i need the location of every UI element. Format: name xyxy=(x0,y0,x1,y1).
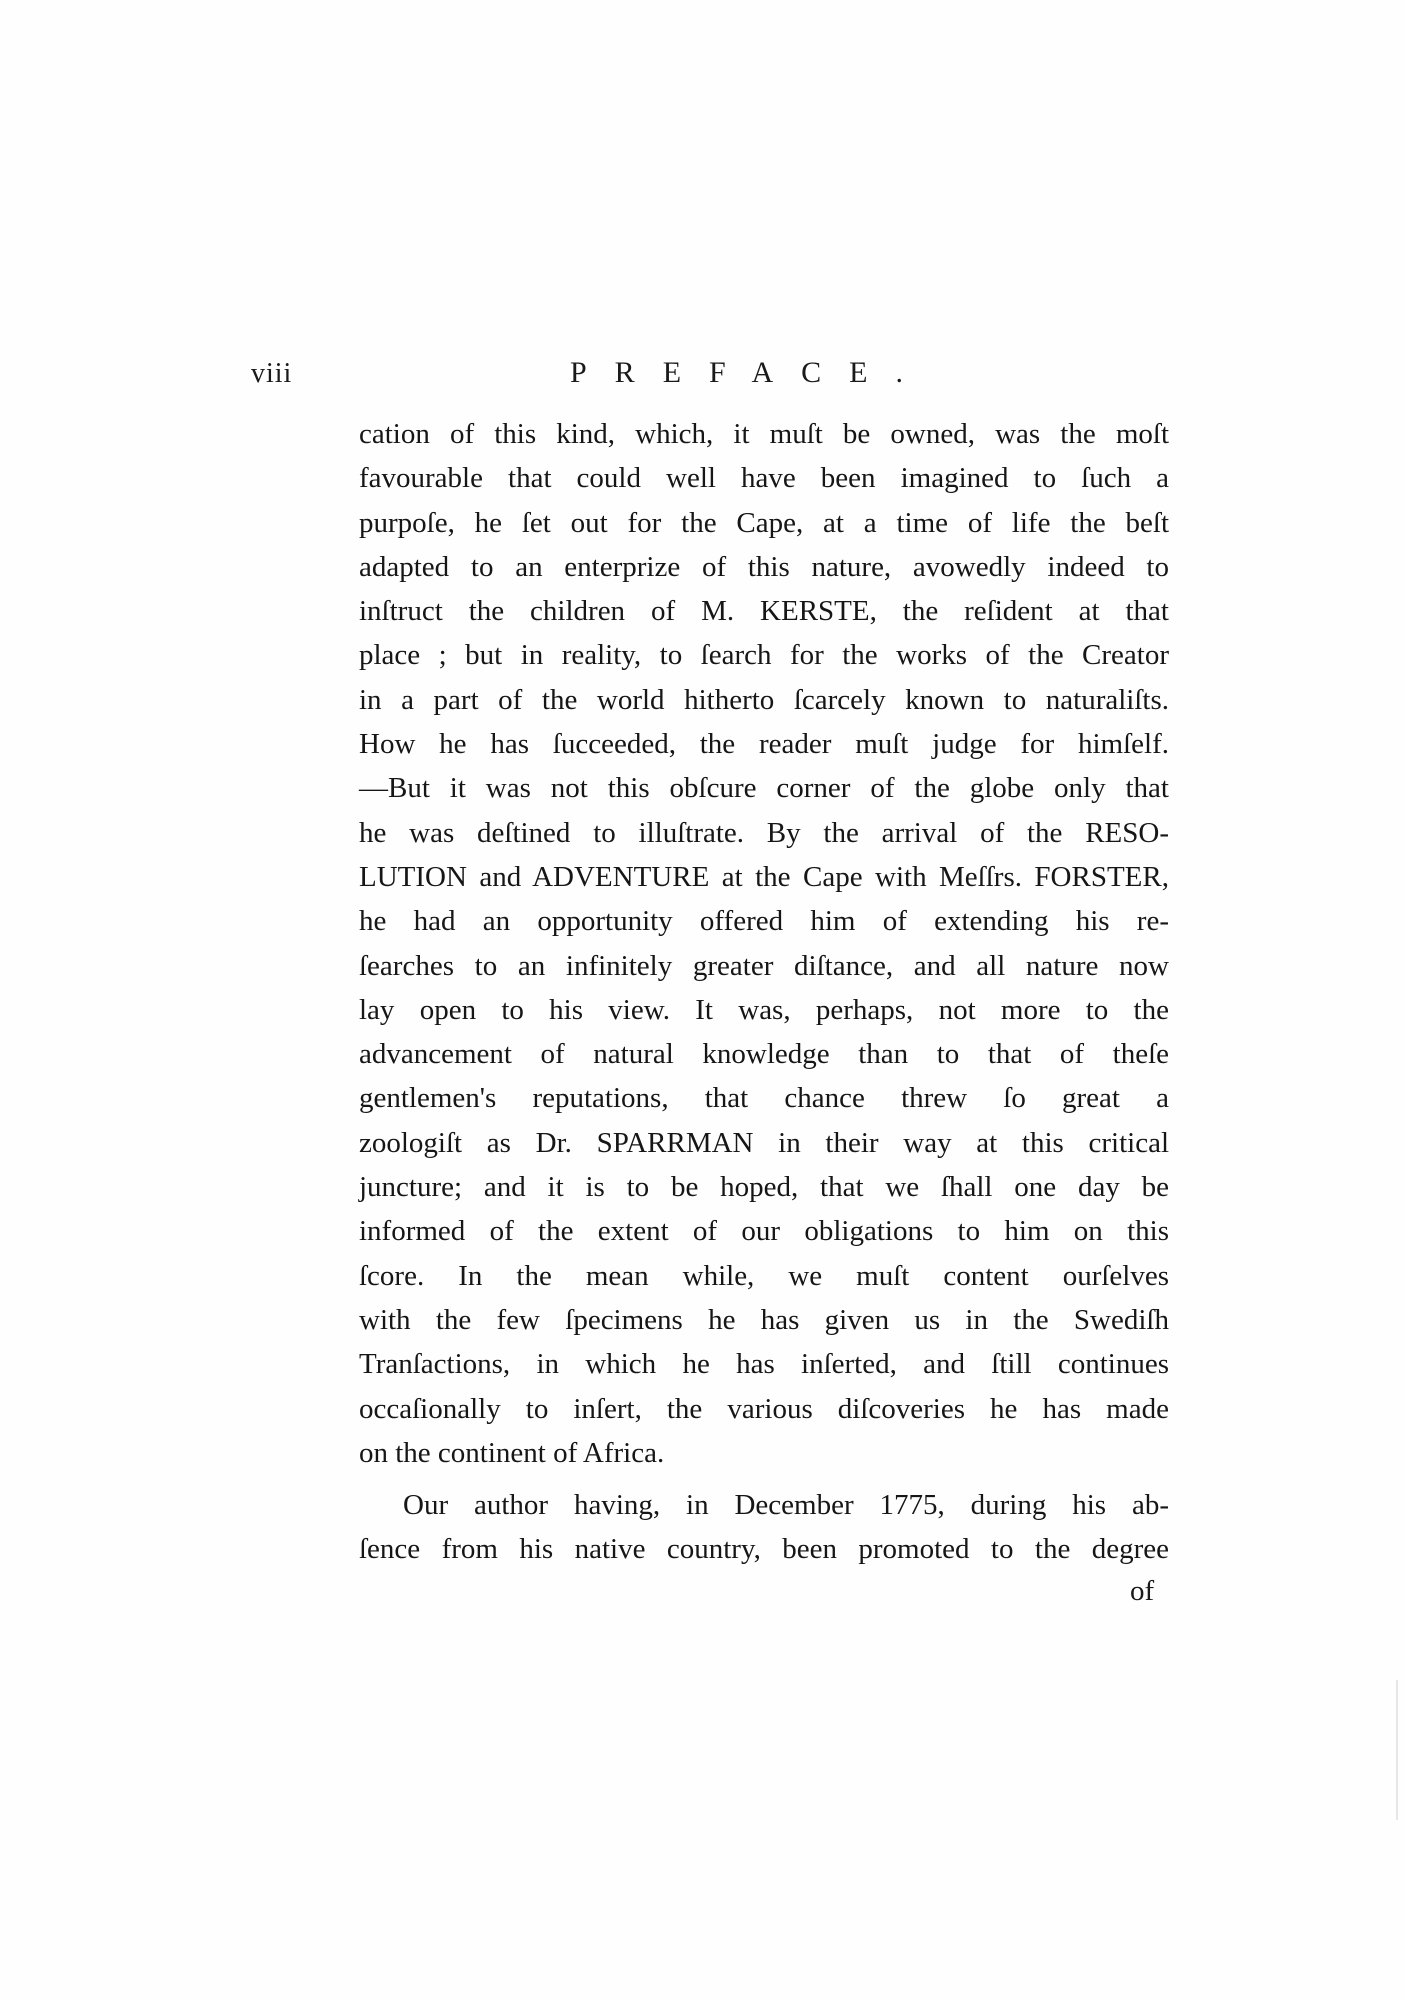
text-line: cation of this kind, which, it muſt be owned, was the moſt xyxy=(359,418,1169,450)
text-line: purpoſe, he ſet out for the Cape, at a time of life the beſt xyxy=(359,506,1169,539)
catchword: of xyxy=(1130,1575,1155,1607)
text-line: advancement of natural knowledge than to that of theſe xyxy=(359,1038,1169,1071)
page-number: viii xyxy=(251,358,293,389)
text-line: with the few ſpecimens he has given us in the Swediſh xyxy=(359,1303,1169,1336)
text-line: favourable that could well have been imagined to ſuch a xyxy=(359,462,1169,495)
text-line: —But it was not this obſcure corner of the globe only that xyxy=(359,772,1169,805)
text-line: Tranſactions, in which he has inſerted, and ſtill continues xyxy=(359,1348,1169,1381)
text-line: he was deſtined to illuſtrate. By the arrival of the RESO- xyxy=(359,816,1169,849)
text-line: lay open to his view. It was, perhaps, not more to the xyxy=(359,993,1169,1026)
text-line: zoologiſt as Dr. SPARRMAN in their way at this critical xyxy=(359,1126,1169,1159)
text-line: ſearches to an infinitely greater diſtance, and all nature now xyxy=(359,949,1169,982)
running-head: PREFACE. xyxy=(570,356,931,389)
text-line: juncture; and it is to be hoped, that we ſhall one day be xyxy=(359,1171,1169,1204)
text-line: gentlemen's reputations, that chance threw ſo great a xyxy=(359,1082,1169,1115)
text-line: ſcore. In the mean while, we muſt content ourſelves xyxy=(359,1259,1169,1292)
text-line: LUTION and ADVENTURE at the Cape with Meſſrs. FORSTER, xyxy=(359,860,1169,893)
text-line: in a part of the world hitherto ſcarcely known to naturaliſts. xyxy=(359,683,1169,716)
text-line: inſtruct the children of M. KERSTE, the reſident at that xyxy=(359,595,1169,628)
text-line: informed of the extent of our obligations to him on this xyxy=(359,1215,1169,1248)
page-edge-mark xyxy=(1396,1680,1398,1820)
text-line: How he has ſucceeded, the reader muſt judge for himſelf. xyxy=(359,728,1169,761)
paragraph-start-line: Our author having, in December 1775, during his ab- xyxy=(403,1489,1169,1522)
preface-text xyxy=(359,412,1169,1572)
text-line: occaſionally to inſert, the various diſcoveries he has made xyxy=(359,1392,1169,1425)
text-line: place ; but in reality, to ſearch for the works of the Creator xyxy=(359,639,1169,672)
text-line: adapted to an enterprize of this nature, avowedly indeed to xyxy=(359,550,1169,583)
text-line: ſence from his native country, been promoted to the degree xyxy=(359,1533,1169,1566)
text-line: he had an opportunity offered him of extending his re- xyxy=(359,905,1169,938)
text-line: on the continent of Africa. xyxy=(359,1436,665,1469)
